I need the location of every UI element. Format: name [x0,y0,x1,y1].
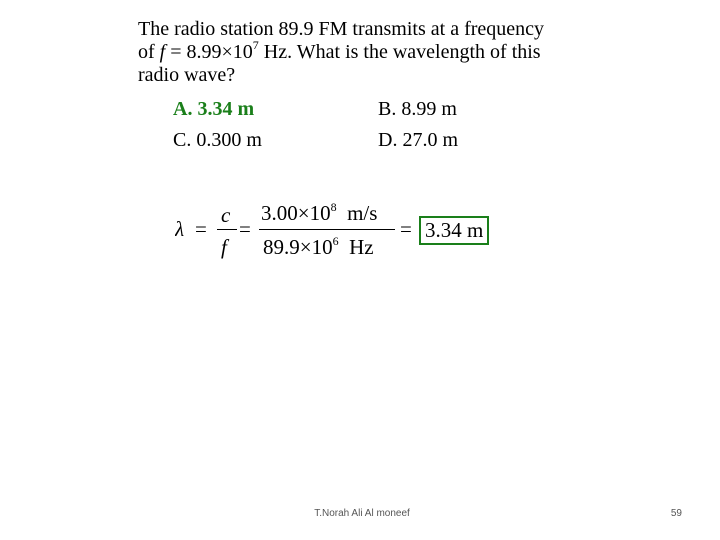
frequency-value: = 8.99×10 [165,41,253,63]
equals-sign-2: = [239,217,251,241]
frequency-exponent: 7 [252,38,259,52]
speed-of-light-symbol: c [221,203,231,227]
lambda-symbol: λ [175,217,185,241]
frequency-symbol: f [159,41,166,63]
answer-choices [0,98,720,150]
denominator-exponent: 6 [332,234,339,248]
numerator [261,202,377,224]
answer-a: A. 3.34 m [173,98,255,120]
fraction-bar-2 [259,229,395,230]
denominator-base: 89.9×10 [263,235,333,259]
numerator-unit: m/s [336,201,378,225]
result-box: 3.34 m [419,216,489,245]
denominator [263,236,374,258]
question-line-2-tail: Hz. What is the wavelength of this [258,41,541,63]
wavelength-formula [175,198,505,260]
numerator-exponent: 8 [330,200,337,214]
equals-sign-1: = [195,217,207,241]
answer-d: D. 27.0 m [378,129,458,150]
question-line-3: radio wave? [138,64,236,86]
answer-c: C. 0.300 m [173,129,262,150]
footer-author: T.Norah Ali Al moneef [314,508,410,519]
question-text [138,18,608,87]
denominator-unit: Hz [338,235,374,259]
frequency-symbol-denominator: f [221,235,227,259]
page-number: 59 [670,508,682,519]
fraction-bar-1 [217,229,237,230]
question-line-2 [138,38,608,64]
answer-b: B. 8.99 m [378,98,457,120]
equals-sign-3: = [400,217,412,241]
numerator-base: 3.00×10 [261,201,331,225]
question-line-1: The radio station 89.9 FM transmits at a frequency [138,18,545,40]
question-of: of [138,41,155,63]
